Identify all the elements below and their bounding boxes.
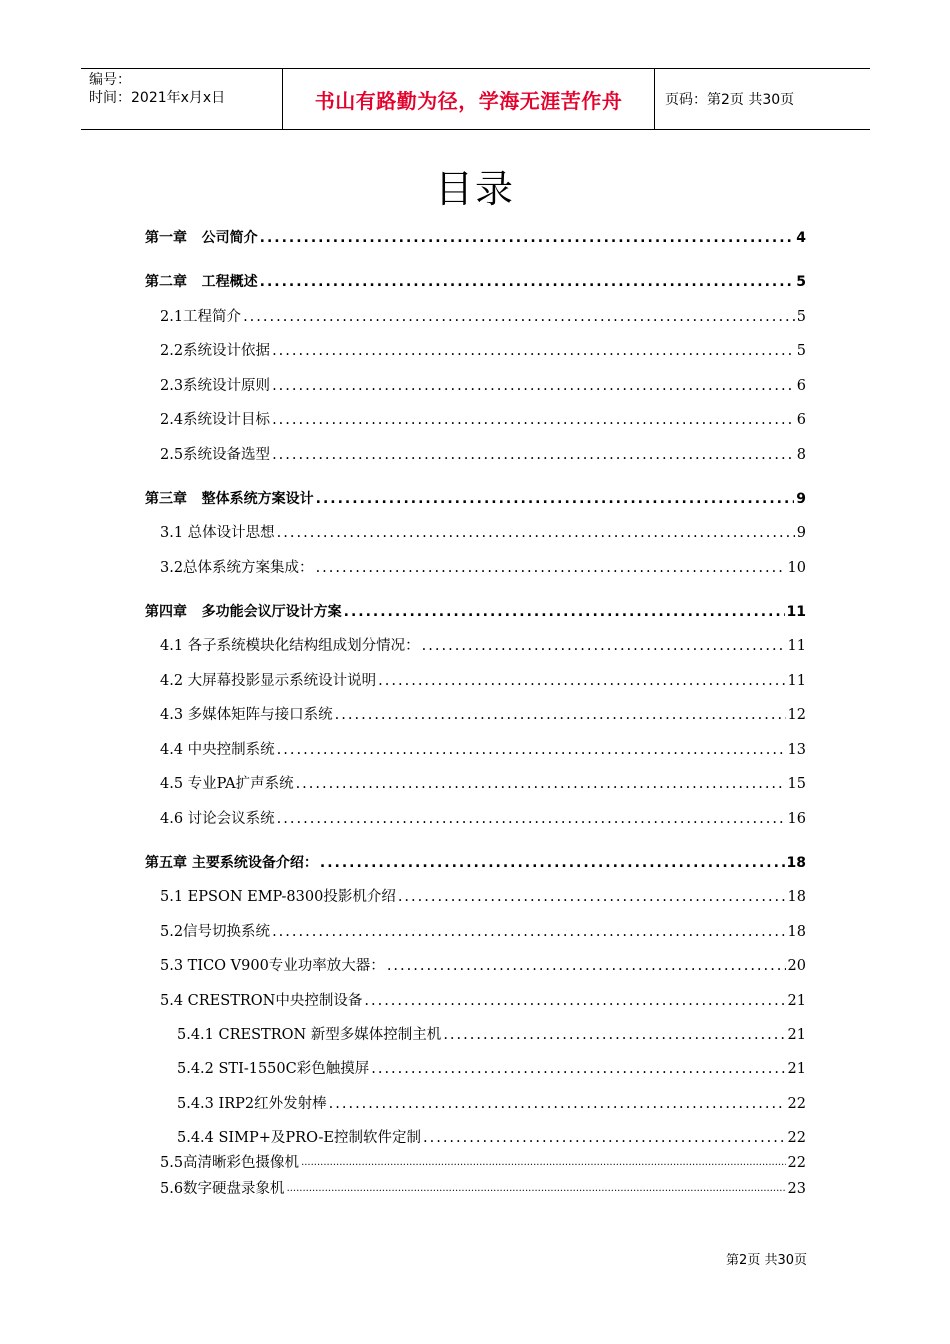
toc-entry-label: 第五章 主要系统设备介绍：: [145, 855, 318, 871]
toc-dot-leader: [398, 888, 786, 906]
toc-dot-leader: [387, 957, 786, 975]
toc-page-number: 10: [787, 560, 806, 576]
toc-entry-label: 3.1 总体设计思想: [160, 525, 275, 541]
toc-page-number: 5: [796, 309, 806, 325]
toc-chapter-entry[interactable]: [145, 854, 806, 872]
toc-dot-leader: [277, 741, 786, 759]
toc-entry-label: 5.1 EPSON EMP-8300投影机介绍: [160, 889, 396, 905]
toc-dot-leader: [364, 992, 785, 1010]
toc-entry-label: 4.4 中央控制系统: [160, 742, 275, 758]
toc-page-number: 20: [787, 958, 806, 974]
header-motto: 书山有路勤为径，学海无涯苦作舟: [314, 88, 623, 113]
toc-section-entry[interactable]: [160, 446, 806, 464]
toc-section-entry[interactable]: [177, 1129, 806, 1147]
toc-dot-leader: [260, 273, 795, 291]
toc-dot-leader: [316, 559, 786, 577]
toc-section-entry[interactable]: [160, 637, 806, 655]
toc-dot-leader: [371, 1060, 785, 1078]
toc-entry-label: 第一章 公司简介: [145, 230, 258, 246]
toc-section-entry[interactable]: [160, 741, 806, 759]
toc-dot-leader: [329, 1095, 786, 1113]
toc-page-number: 18: [787, 924, 806, 940]
toc-entry-label: 第四章 多功能会议厅设计方案: [145, 604, 342, 620]
toc-entry-label: 2.1工程简介: [160, 309, 242, 325]
document-number-label: 编号：: [89, 72, 131, 88]
toc-chapter-entry[interactable]: [145, 273, 806, 291]
toc-section-entry[interactable]: [160, 411, 806, 429]
toc-page-number: 8: [796, 447, 806, 463]
toc-section-entry[interactable]: [160, 992, 806, 1010]
toc-section-entry[interactable]: [160, 524, 806, 542]
toc-entry-label: 2.3系统设计原则: [160, 378, 271, 394]
toc-page-number: 6: [796, 412, 806, 428]
toc-entry-label: 2.5系统设备选型: [160, 447, 271, 463]
toc-entry-label: 第三章 整体系统方案设计: [145, 491, 314, 507]
toc-dot-leader: [277, 524, 795, 542]
toc-dot-leader: [277, 810, 786, 828]
toc-dot-leader: [296, 775, 786, 793]
toc-page-number: 9: [796, 525, 806, 541]
toc-page-number: 12: [787, 707, 806, 723]
toc-section-entry[interactable]: [177, 1095, 806, 1113]
toc-page-number: 21: [787, 1061, 806, 1077]
toc-entry-label: 2.2系统设计依据: [160, 343, 271, 359]
toc-dot-leader: [260, 229, 795, 247]
toc-dot-leader: [320, 854, 785, 872]
toc-dot-leader: [443, 1026, 785, 1044]
toc-entry-label: 5.2信号切换系统: [160, 924, 271, 940]
toc-page-number: 6: [796, 378, 806, 394]
toc-page-number: 18: [787, 889, 806, 905]
toc-entry-label: 4.3 多媒体矩阵与接口系统: [160, 707, 333, 723]
toc-entry-label: 5.4.1 CRESTRON 新型多媒体控制主机: [177, 1027, 442, 1043]
toc-page-number: 22: [787, 1130, 806, 1146]
toc-section-entry[interactable]: [160, 888, 806, 906]
toc-dot-leader: [378, 672, 785, 690]
toc-section-entry[interactable]: [177, 1060, 806, 1078]
page-footer: 第2页 共30页: [726, 1253, 807, 1268]
header-page-cell: [655, 69, 870, 129]
toc-entry-label: 5.3 TICO V900专业功率放大器：: [160, 958, 385, 974]
toc-page-number: 23: [787, 1181, 806, 1197]
toc-page-number: 13: [787, 742, 806, 758]
toc-entry-label: 2.4系统设计目标: [160, 412, 271, 428]
toc-section-entry[interactable]: [160, 1154, 806, 1172]
toc-dot-leader: [272, 923, 785, 941]
toc-dot-leader: [272, 411, 795, 429]
toc-page-number: 11: [786, 604, 806, 620]
toc-page-number: 11: [787, 638, 806, 654]
toc-page-number: 5: [796, 343, 806, 359]
toc-chapter-entry[interactable]: [145, 490, 806, 508]
toc-section-entry[interactable]: [160, 775, 806, 793]
toc-dot-leader: [335, 706, 786, 724]
toc-chapter-entry[interactable]: [145, 603, 806, 621]
toc-section-entry[interactable]: [160, 957, 806, 975]
toc-entry-label: 5.4 CRESTRON中央控制设备: [160, 993, 363, 1009]
toc-entry-label: 5.5高清晰彩色摄像机: [160, 1155, 300, 1171]
toc-entry-label: 3.2总体系统方案集成：: [160, 560, 314, 576]
toc-page-number: 4: [796, 230, 806, 246]
toc-entry-label: 第二章 工程概述: [145, 274, 258, 290]
toc-section-entry[interactable]: [177, 1026, 806, 1044]
toc-section-entry[interactable]: [160, 923, 806, 941]
document-time-label: 时间：2021年x月x日: [89, 90, 226, 106]
header-motto-cell: [282, 69, 655, 129]
toc-page-number: 15: [787, 776, 806, 792]
toc-entry-label: 5.4.2 STI-1550C彩色触摸屏: [177, 1061, 370, 1077]
toc-entry-label: 5.4.4 SIMP+及PRO-E控制软件定制: [177, 1130, 421, 1146]
toc-section-entry[interactable]: [160, 308, 806, 326]
toc-entry-label: 4.2 大屏幕投影显示系统设计说明: [160, 673, 377, 689]
toc-section-entry[interactable]: [160, 1180, 806, 1198]
toc-section-entry[interactable]: [160, 559, 806, 577]
header-page-number: 页码：第2页 共30页: [665, 92, 795, 108]
toc-entry-label: 4.5 专业PA扩声系统: [160, 776, 294, 792]
toc-page-number: 22: [787, 1096, 806, 1112]
toc-entry-label: 4.6 讨论会议系统: [160, 811, 275, 827]
page-title: 目录: [434, 167, 515, 211]
page-header: [81, 68, 870, 130]
toc-section-entry[interactable]: [160, 377, 806, 395]
toc-dot-leader: [243, 308, 795, 326]
toc-entry-label: 4.1 各子系统模块化结构组成划分情况：: [160, 638, 420, 654]
toc-dot-leader: [301, 1154, 785, 1172]
toc-dot-leader: [272, 446, 795, 464]
header-meta-cell: [81, 69, 282, 129]
toc-dot-leader: [422, 637, 786, 655]
toc-page-number: 11: [787, 673, 806, 689]
toc-section-entry[interactable]: [160, 810, 806, 828]
toc-page-number: 18: [786, 855, 806, 871]
toc-section-entry[interactable]: [160, 706, 806, 724]
toc-dot-leader: [423, 1129, 786, 1147]
toc-page-number: 21: [787, 1027, 806, 1043]
toc-dot-leader: [272, 377, 795, 395]
toc-chapter-entry[interactable]: [145, 229, 806, 247]
toc-entry-label: 5.6数字硬盘录象机: [160, 1181, 285, 1197]
toc-page-number: 22: [787, 1155, 806, 1171]
toc-page-number: 9: [796, 491, 806, 507]
toc-dot-leader: [344, 603, 785, 621]
toc-section-entry[interactable]: [160, 342, 806, 360]
toc-section-entry[interactable]: [160, 672, 806, 690]
toc-dot-leader: [272, 342, 795, 360]
toc-page-number: 21: [787, 993, 806, 1009]
toc-entry-label: 5.4.3 IRP2红外发射棒: [177, 1096, 327, 1112]
toc-dot-leader: [316, 490, 795, 508]
toc-page-number: 5: [796, 274, 806, 290]
toc-page-number: 16: [787, 811, 806, 827]
toc-dot-leader: [287, 1180, 786, 1198]
